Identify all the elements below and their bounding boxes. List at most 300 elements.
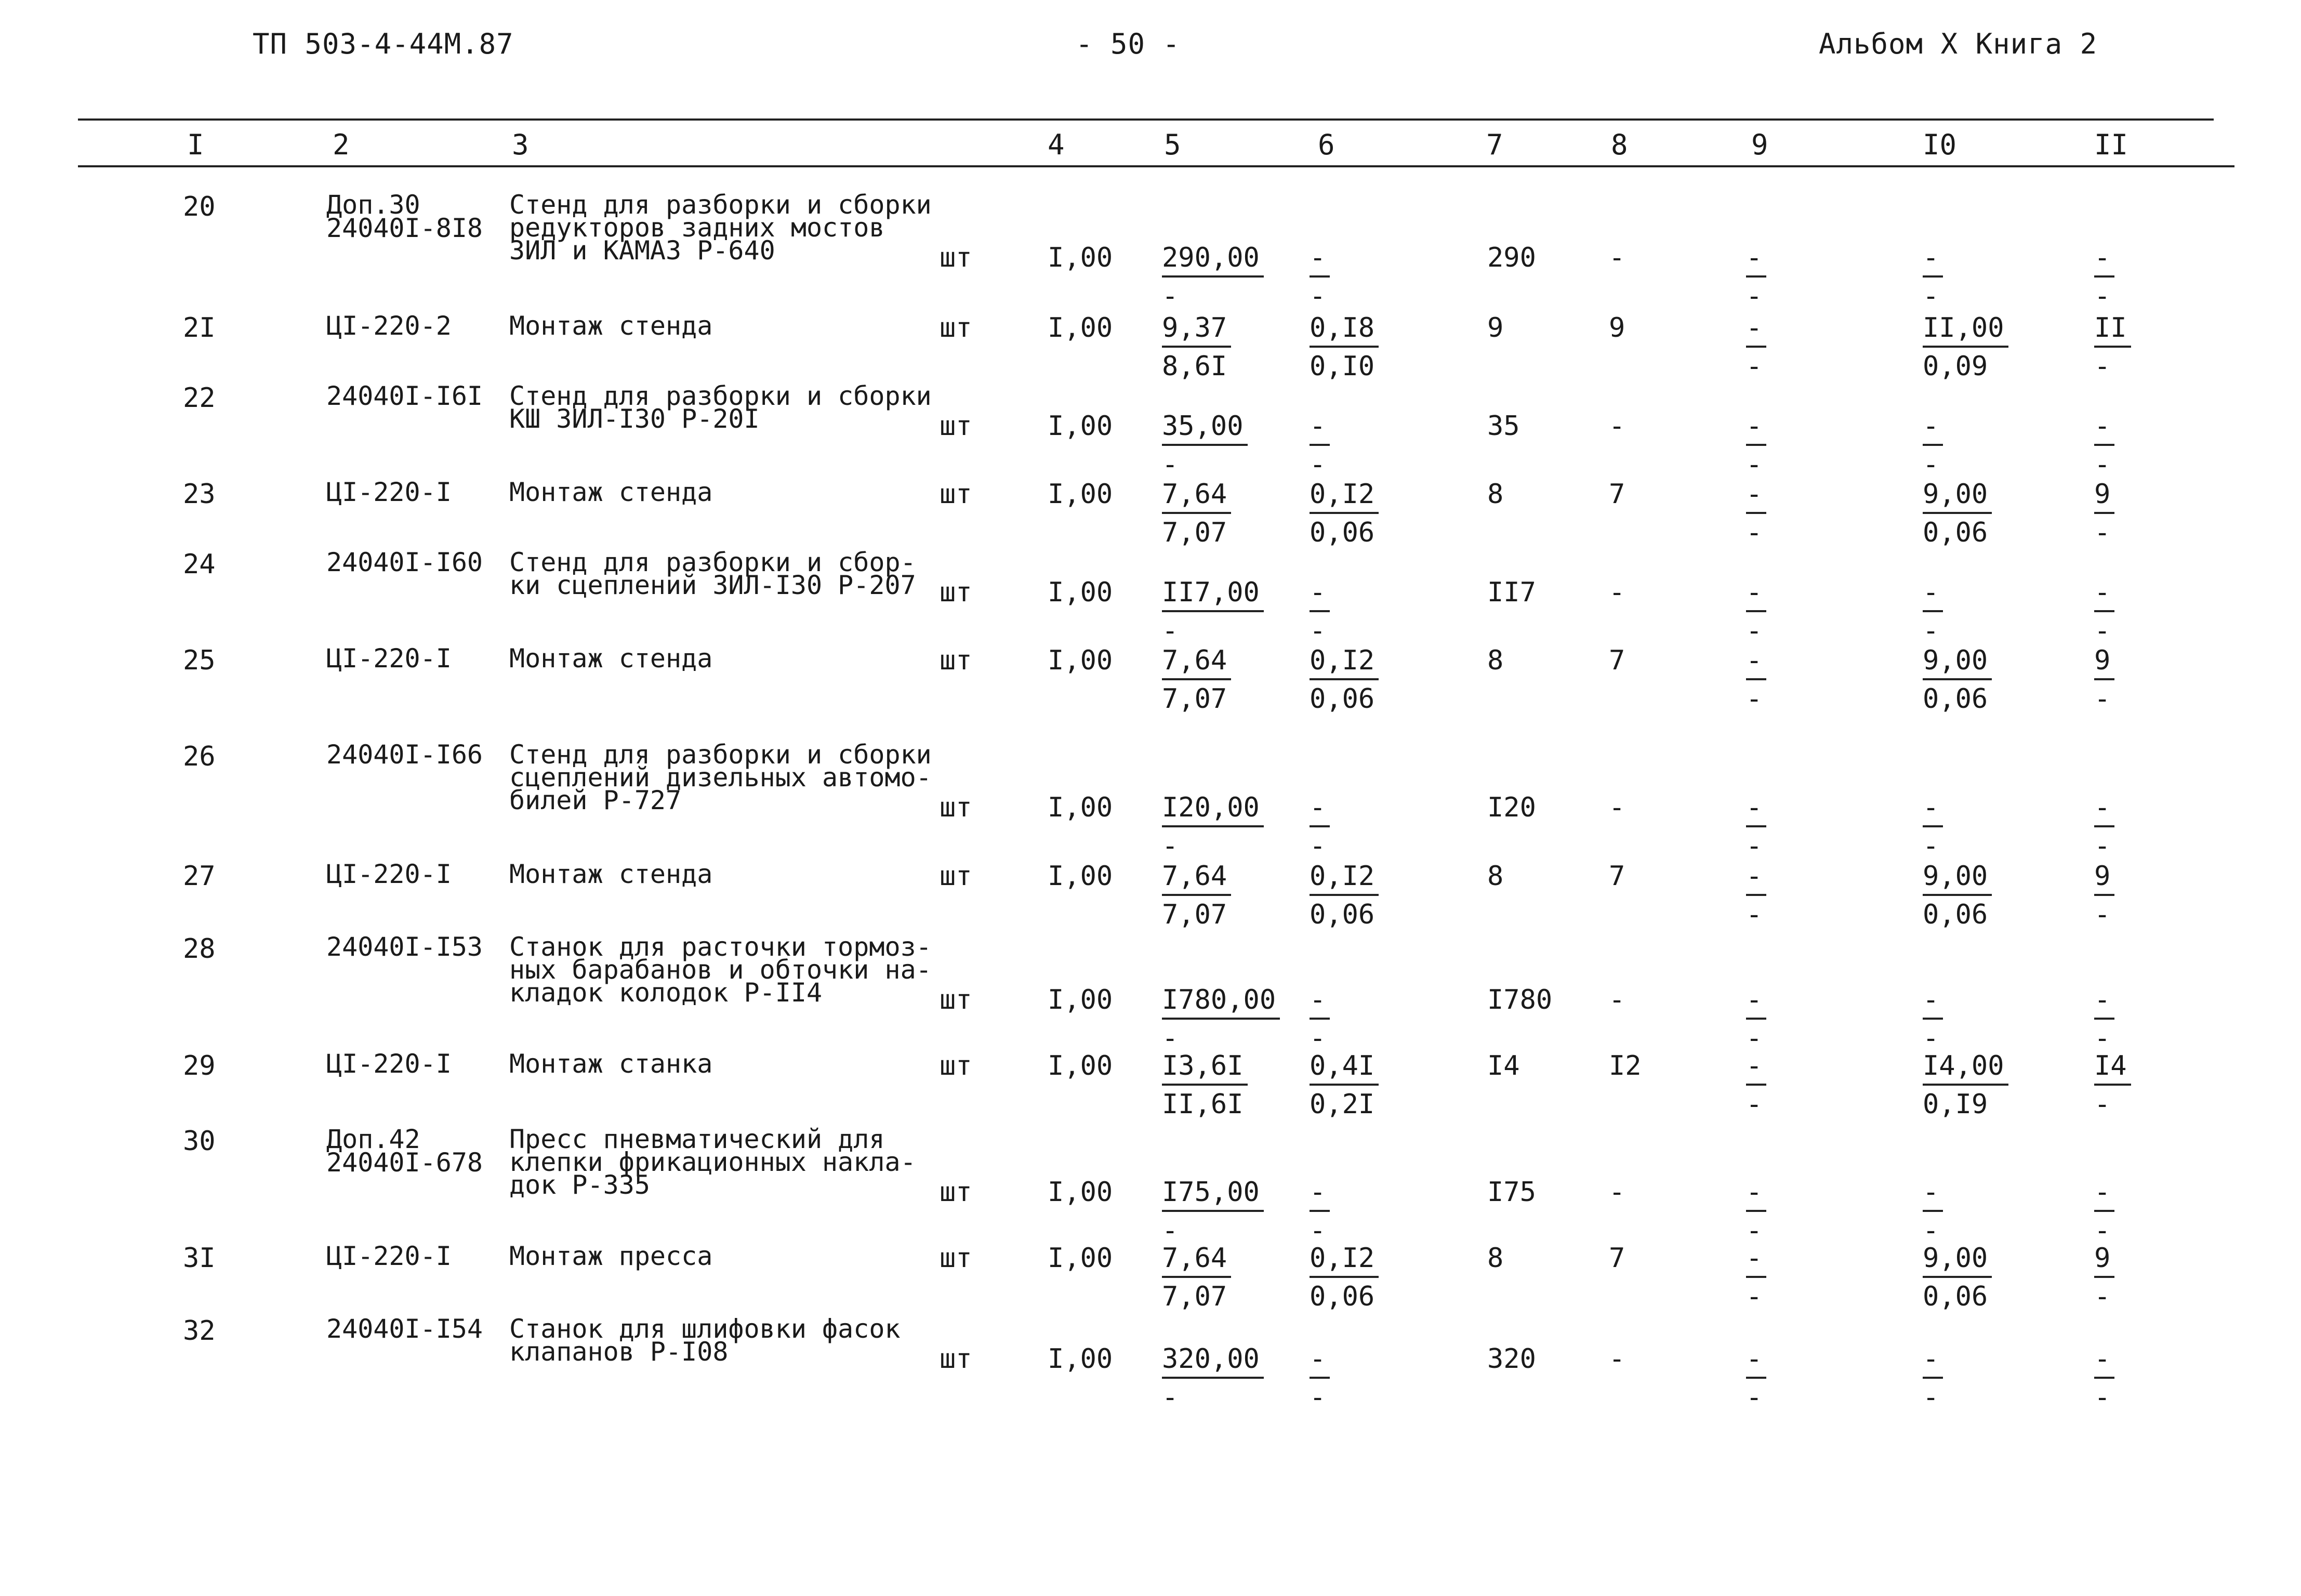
row-col10 [1923, 314, 2008, 380]
row-col10 [1923, 413, 1943, 478]
row-col6 [1310, 794, 1330, 860]
row-description-line: КШ ЗИЛ-I30 Р-20I [509, 404, 760, 434]
row-col9 [1746, 1343, 1766, 1413]
row-col5 [1162, 794, 1264, 860]
row-col8: I2 [1609, 1050, 1642, 1081]
row-description [509, 311, 713, 341]
row-col5-bottom: - [1162, 1023, 1179, 1054]
row-col7: 35 [1487, 411, 1520, 442]
row-code-line: ЦI-220-2 [326, 311, 452, 341]
row-description-line: билей Р-727 [509, 785, 682, 815]
row-col10-top: - [1923, 413, 1943, 446]
row-col9 [1746, 481, 1766, 546]
row-col5-bottom: 7,07 [1162, 899, 1227, 930]
row-col5 [1162, 1179, 1264, 1244]
row-col8: - [1609, 1343, 1625, 1375]
row-unit: шт [940, 984, 972, 1015]
row-unit: шт [940, 312, 972, 344]
row-col11-bottom: - [2094, 1215, 2111, 1246]
row-code-line: 24040I-678 [326, 1147, 483, 1178]
row-code-line: Доп.42 [326, 1124, 420, 1154]
row-description-line: Стенд для разборки и сборки [509, 740, 932, 770]
row-col11-bottom: - [2094, 449, 2111, 480]
row-col10-bottom: 0,06 [1923, 899, 1988, 930]
row-col11-top: - [2094, 1346, 2114, 1379]
row-col9 [1746, 1179, 1766, 1244]
row-col6 [1310, 1245, 1379, 1310]
row-description-line: ЗИЛ и КАМАЗ Р-640 [509, 235, 775, 266]
row-col10-bottom: - [1923, 449, 1939, 480]
row-col6-bottom: 0,06 [1310, 517, 1375, 548]
row-col10 [1923, 481, 1992, 546]
row-description-line: клепки фрикационных накла- [509, 1147, 916, 1177]
row-col11-top: 9 [2094, 1245, 2114, 1278]
row-col6 [1310, 1179, 1330, 1244]
row-col9-top: - [1746, 481, 1766, 514]
row-col6 [1310, 314, 1379, 380]
row-description-line: док Р-335 [509, 1170, 650, 1200]
row-description-line: кладок колодок Р-II4 [509, 978, 823, 1008]
document-code: ТП 503-4-44М.87 [253, 28, 514, 60]
row-description-line: Стенд для разборки и сбор- [509, 547, 916, 577]
row-col6-top: 0,I2 [1310, 1245, 1379, 1278]
row-unit: шт [940, 1343, 972, 1375]
row-quantity: I,00 [1048, 1343, 1113, 1375]
row-col6-top: 0,4I [1310, 1052, 1379, 1086]
row-description [509, 1241, 713, 1271]
row-col6 [1310, 244, 1330, 310]
row-col7: 8 [1487, 1243, 1504, 1274]
row-col8: - [1609, 577, 1625, 608]
row-col10 [1923, 1245, 1992, 1310]
row-unit: шт [940, 1050, 972, 1081]
row-col11-bottom: - [2094, 899, 2111, 930]
row-col5-bottom: - [1162, 281, 1179, 312]
row-col6-bottom: - [1310, 449, 1326, 480]
row-number: 3I [183, 1243, 216, 1274]
row-col5 [1162, 481, 1231, 546]
row-col5-top: 320,00 [1162, 1346, 1264, 1379]
row-col10 [1923, 1343, 1943, 1413]
row-col9 [1746, 986, 1766, 1052]
row-col9 [1746, 647, 1766, 713]
row-code-line: ЦI-220-I [326, 1049, 452, 1079]
row-col7: I780 [1487, 984, 1553, 1015]
row-col11 [2094, 1245, 2114, 1310]
row-unit: шт [940, 242, 972, 273]
row-unit: шт [940, 479, 972, 510]
row-col8: - [1609, 984, 1625, 1015]
row-code-line: 24040I-I6I [326, 381, 483, 411]
row-col10-top: 9,00 [1923, 1245, 1992, 1278]
row-col10 [1923, 1052, 2008, 1118]
row-col9-top: - [1746, 413, 1766, 446]
row-col5 [1162, 244, 1264, 310]
row-code-line: 24040I-I53 [326, 932, 483, 962]
row-col11 [2094, 794, 2114, 860]
row-col6-top: - [1310, 794, 1330, 827]
row-col11-top: 9 [2094, 481, 2114, 514]
row-col9 [1746, 314, 1766, 380]
row-col11-bottom: - [2094, 281, 2111, 312]
row-unit: шт [940, 645, 972, 676]
row-col7: 290 [1487, 242, 1536, 273]
row-code-line: ЦI-220-I [326, 477, 452, 507]
row-col7: I4 [1487, 1050, 1520, 1081]
row-description-line: Монтаж пресса [509, 1241, 713, 1271]
row-col6 [1310, 986, 1330, 1052]
row-col6 [1310, 1343, 1330, 1413]
row-col9-bottom: - [1746, 449, 1763, 480]
row-col9-top: - [1746, 1179, 1766, 1212]
row-code [326, 1049, 452, 1079]
row-col9 [1746, 244, 1766, 310]
row-col9 [1746, 413, 1766, 478]
row-number: 27 [183, 861, 216, 892]
row-col10 [1923, 863, 1992, 928]
row-col5 [1162, 863, 1231, 928]
row-col9-top: - [1746, 863, 1766, 896]
row-col8: 7 [1609, 479, 1625, 510]
row-col9-top: - [1746, 579, 1766, 612]
row-unit: шт [940, 1243, 972, 1274]
row-col10-bottom: - [1923, 1215, 1939, 1246]
row-code [326, 932, 483, 962]
row-description [509, 547, 916, 600]
row-col5-top: 290,00 [1162, 244, 1264, 278]
row-code [326, 1314, 483, 1344]
row-col6-bottom: 0,2I [1310, 1089, 1375, 1120]
row-col11 [2094, 1343, 2114, 1413]
row-col10-top: 9,00 [1923, 647, 1992, 680]
column-header-6: 6 [1318, 128, 1335, 161]
row-description-line: Станок для расточки тормоз- [509, 932, 932, 962]
row-col6-top: 0,I2 [1310, 863, 1379, 896]
row-quantity: I,00 [1048, 984, 1113, 1015]
row-col9-bottom: - [1746, 351, 1763, 382]
row-col10-top: I4,00 [1923, 1052, 2008, 1086]
row-col11 [2094, 647, 2114, 713]
row-col10-top: - [1923, 244, 1943, 278]
row-col9 [1746, 1245, 1766, 1310]
row-quantity: I,00 [1048, 242, 1113, 273]
row-col5-top: 35,00 [1162, 413, 1248, 446]
row-code [326, 190, 483, 243]
row-col5 [1162, 577, 1264, 647]
row-col5-top: I3,6I [1162, 1052, 1248, 1086]
row-description [509, 190, 932, 266]
row-col10 [1923, 986, 1943, 1052]
row-col7: 8 [1487, 479, 1504, 510]
row-unit: шт [940, 861, 972, 892]
row-col11-top: 9 [2094, 863, 2114, 896]
row-description-line: Станок для шлифовки фасок [509, 1314, 901, 1344]
row-col6 [1310, 1052, 1379, 1118]
row-col10-top: 9,00 [1923, 863, 1992, 896]
row-col10-top: - [1923, 579, 1943, 612]
row-description [509, 1124, 916, 1200]
row-description-line: Монтаж стенда [509, 643, 713, 674]
row-quantity: I,00 [1048, 1177, 1113, 1208]
row-col5-top: I75,00 [1162, 1179, 1264, 1212]
row-col11-top: - [2094, 413, 2114, 446]
row-col7: 8 [1487, 645, 1504, 676]
row-col11-bottom: - [2094, 1281, 2111, 1312]
row-col10-top: - [1923, 794, 1943, 827]
row-col9 [1746, 863, 1766, 928]
row-col5-top: I780,00 [1162, 986, 1280, 1020]
row-description [509, 1049, 713, 1079]
row-col5-bottom: 8,6I [1162, 351, 1227, 382]
row-col9-top: - [1746, 1245, 1766, 1278]
row-col6-top: - [1310, 1179, 1330, 1212]
row-description-line: Стенд для разборки и сборки [509, 190, 932, 220]
row-col8: 7 [1609, 1243, 1625, 1274]
row-code-line: Доп.30 [326, 190, 420, 220]
row-col10-top: - [1923, 986, 1943, 1020]
row-col9-top: - [1746, 244, 1766, 278]
row-unit: шт [940, 411, 972, 442]
column-header-5: 5 [1164, 128, 1181, 161]
row-description-line: Монтаж станка [509, 1049, 713, 1079]
row-col5 [1162, 1245, 1231, 1310]
row-col11 [2094, 863, 2114, 928]
row-code [326, 1124, 483, 1178]
row-col6-bottom: - [1310, 281, 1326, 312]
row-description-line: ки сцеплений ЗИЛ-I30 Р-207 [509, 570, 916, 600]
row-quantity: I,00 [1048, 861, 1113, 892]
row-col10-top: II,00 [1923, 314, 2008, 348]
row-description [509, 643, 713, 674]
row-col11-top: - [2094, 244, 2114, 278]
row-number: 32 [183, 1315, 216, 1347]
row-col10-top: - [1923, 1179, 1943, 1212]
row-col9-top: - [1746, 314, 1766, 348]
row-col5-bottom: - [1162, 1382, 1179, 1413]
row-col11 [2094, 314, 2131, 380]
row-quantity: I,00 [1048, 792, 1113, 823]
row-col9-bottom: - [1746, 1089, 1763, 1120]
row-col9-bottom: - [1746, 1382, 1763, 1413]
row-col5-top: II7,00 [1162, 579, 1264, 612]
row-col11 [2094, 1052, 2131, 1118]
row-col6-top: 0,I2 [1310, 647, 1379, 680]
row-col10 [1923, 794, 1943, 860]
row-col10-bottom: 0,I9 [1923, 1089, 1988, 1120]
column-header-7: 7 [1486, 128, 1503, 161]
row-col6-top: 0,I2 [1310, 481, 1379, 514]
row-col5-top: I20,00 [1162, 794, 1264, 827]
row-col9-bottom: - [1746, 1281, 1763, 1312]
row-description [509, 932, 932, 1008]
row-col6-bottom: 0,06 [1310, 899, 1375, 930]
row-col6-top: - [1310, 244, 1330, 278]
column-header-10: I0 [1923, 128, 1957, 161]
row-description-line: Монтаж стенда [509, 859, 713, 889]
row-col5-top: 9,37 [1162, 314, 1231, 348]
row-col6-top: - [1310, 1346, 1330, 1379]
row-col9-bottom: - [1746, 615, 1763, 647]
row-col9-bottom: - [1746, 830, 1763, 862]
row-number: 22 [183, 382, 216, 414]
row-col10-bottom: 0,06 [1923, 1281, 1988, 1312]
column-header-1: I [187, 128, 204, 161]
row-col5-bottom: 7,07 [1162, 683, 1227, 715]
row-number: 20 [183, 191, 216, 222]
row-col9-top: - [1746, 1346, 1766, 1379]
row-col5-bottom: - [1162, 449, 1179, 480]
row-col7: 8 [1487, 861, 1504, 892]
row-col10-bottom: - [1923, 1023, 1939, 1054]
row-col5 [1162, 413, 1248, 478]
row-col6 [1310, 481, 1379, 546]
row-col10-bottom: 0,09 [1923, 351, 1988, 382]
row-code-line: 24040I-I54 [326, 1314, 483, 1344]
row-col10 [1923, 1179, 1943, 1244]
row-code-line: ЦI-220-I [326, 1241, 452, 1271]
row-col9-top: - [1746, 647, 1766, 680]
row-col10 [1923, 577, 1943, 647]
row-col11 [2094, 577, 2114, 647]
row-col7: 9 [1487, 312, 1504, 344]
row-col5-bottom: - [1162, 830, 1179, 862]
row-number: 29 [183, 1050, 216, 1081]
row-col6-top: 0,I8 [1310, 314, 1379, 348]
row-col9-top: - [1746, 1052, 1766, 1086]
row-description [509, 477, 713, 507]
row-col7: II7 [1487, 577, 1536, 608]
row-col11-bottom: - [2094, 517, 2111, 548]
album-book-label: Альбом Х Книга 2 [1819, 28, 2098, 60]
row-col5-bottom: 7,07 [1162, 517, 1227, 548]
row-col9 [1746, 577, 1766, 647]
row-col5-bottom: - [1162, 1215, 1179, 1246]
row-col9-bottom: - [1746, 1215, 1763, 1246]
row-col11-bottom: - [2094, 351, 2111, 382]
row-quantity: I,00 [1048, 312, 1113, 344]
row-code-line: 24040I-8I8 [326, 213, 483, 243]
row-number: 26 [183, 741, 216, 772]
row-unit: шт [940, 792, 972, 823]
row-col11-bottom: - [2094, 1382, 2111, 1413]
row-col11 [2094, 986, 2114, 1052]
row-quantity: I,00 [1048, 1050, 1113, 1081]
row-col6-bottom: - [1310, 1023, 1326, 1054]
row-col5 [1162, 986, 1280, 1052]
row-col10 [1923, 647, 1992, 713]
row-code [326, 311, 452, 341]
row-code-line: ЦI-220-I [326, 643, 452, 674]
table-header-rule [78, 165, 2234, 167]
row-col9-bottom: - [1746, 1023, 1763, 1054]
row-code-line: ЦI-220-I [326, 859, 452, 889]
row-col6-top: - [1310, 413, 1330, 446]
row-col11-bottom: - [2094, 615, 2111, 647]
row-code [326, 1241, 452, 1271]
row-col11-top: - [2094, 579, 2114, 612]
row-code [326, 381, 483, 411]
row-code [326, 643, 452, 674]
row-description-line: сцеплений дизельных автомо- [509, 762, 932, 793]
row-col9-bottom: - [1746, 281, 1763, 312]
row-col6-bottom: - [1310, 830, 1326, 862]
row-col10-top: - [1923, 1346, 1943, 1379]
row-col10-bottom: - [1923, 615, 1939, 647]
row-number: 30 [183, 1126, 216, 1157]
row-col6 [1310, 413, 1330, 478]
row-description-line: Монтаж стенда [509, 477, 713, 507]
row-col7: I20 [1487, 792, 1536, 823]
row-description [509, 1314, 901, 1367]
row-col9-top: - [1746, 986, 1766, 1020]
row-col5-bottom: - [1162, 615, 1179, 647]
column-header-9: 9 [1751, 128, 1768, 161]
row-col6-bottom: 0,I0 [1310, 351, 1375, 382]
row-col6-top: - [1310, 986, 1330, 1020]
row-col9 [1746, 1052, 1766, 1118]
row-code [326, 547, 483, 577]
row-col9-bottom: - [1746, 517, 1763, 548]
column-header-8: 8 [1611, 128, 1628, 161]
row-col9-top: - [1746, 794, 1766, 827]
row-code [326, 859, 452, 889]
row-quantity: I,00 [1048, 1243, 1113, 1274]
row-col11 [2094, 413, 2114, 478]
row-col9 [1746, 794, 1766, 860]
row-col11-bottom: - [2094, 1089, 2111, 1120]
row-col6-bottom: - [1310, 1382, 1326, 1413]
row-col10-top: 9,00 [1923, 481, 1992, 514]
row-col10 [1923, 244, 1943, 310]
row-col11 [2094, 244, 2114, 310]
row-col5 [1162, 314, 1231, 380]
row-number: 25 [183, 645, 216, 676]
row-description-line: Стенд для разборки и сборки [509, 381, 932, 411]
row-col8: 9 [1609, 312, 1625, 344]
row-number: 28 [183, 933, 216, 965]
row-col5 [1162, 647, 1231, 713]
row-col5-top: 7,64 [1162, 481, 1231, 514]
row-col6-bottom: - [1310, 615, 1326, 647]
row-col8: - [1609, 242, 1625, 273]
row-description-line: редукторов задних мостов [509, 213, 885, 243]
row-unit: шт [940, 577, 972, 608]
row-number: 23 [183, 479, 216, 510]
row-col6-bottom: 0,06 [1310, 683, 1375, 715]
row-description-line: Монтаж стенда [509, 311, 713, 341]
row-col10-bottom: - [1923, 830, 1939, 862]
row-col11-top: - [2094, 1179, 2114, 1212]
row-col11 [2094, 1179, 2114, 1244]
row-col11-bottom: - [2094, 830, 2111, 862]
row-description-line: Пресс пневматический для [509, 1124, 885, 1154]
row-quantity: I,00 [1048, 479, 1113, 510]
row-description [509, 381, 932, 434]
row-description [509, 859, 713, 889]
row-col11-bottom: - [2094, 1023, 2111, 1054]
row-quantity: I,00 [1048, 645, 1113, 676]
row-code-line: 24040I-I60 [326, 547, 483, 577]
row-col8: - [1609, 792, 1625, 823]
row-code-line: 24040I-I66 [326, 740, 483, 770]
row-quantity: I,00 [1048, 411, 1113, 442]
row-number: 24 [183, 549, 216, 580]
column-header-3: 3 [512, 128, 529, 161]
row-quantity: I,00 [1048, 577, 1113, 608]
row-col5 [1162, 1052, 1248, 1118]
row-col11-top: - [2094, 794, 2114, 827]
row-col5 [1162, 1343, 1264, 1413]
